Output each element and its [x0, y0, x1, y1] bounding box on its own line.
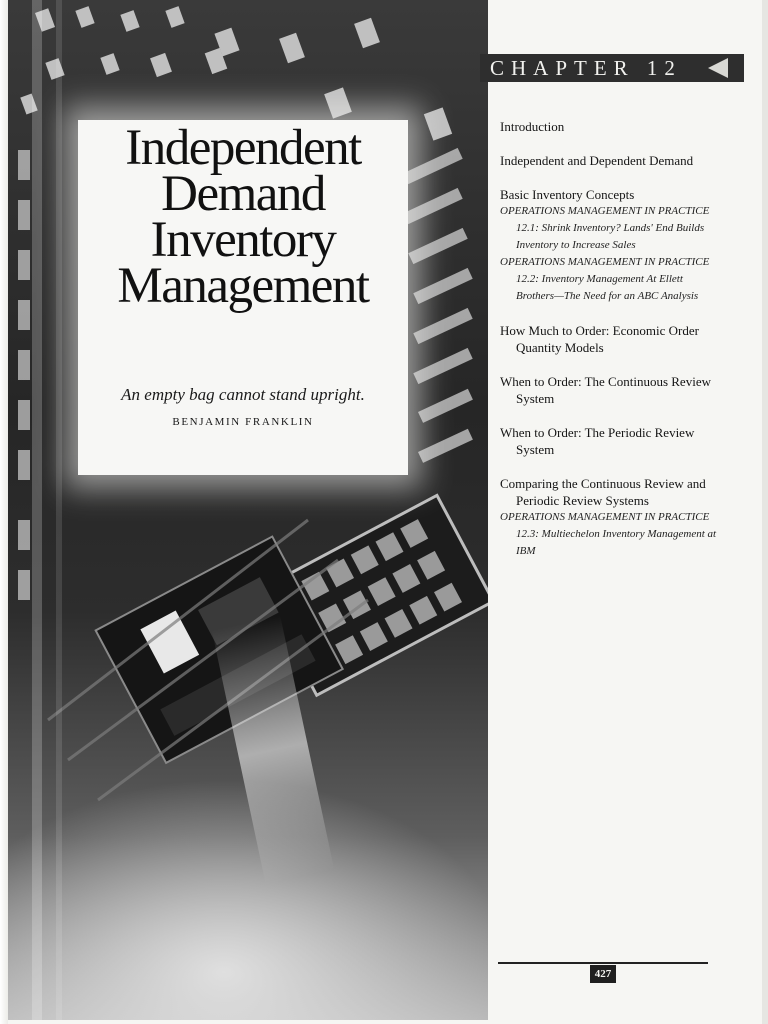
title-line: Inventory — [150, 212, 336, 268]
epigraph-author: BENJAMIN FRANKLIN — [172, 416, 314, 428]
toc-item — [500, 186, 722, 305]
page-number: 427 — [590, 965, 616, 983]
title-line: Demand — [161, 166, 325, 222]
toc-item — [500, 373, 722, 407]
toc-subheading: OPERATIONS MANAGEMENT IN PRACTICE 12.1: Shrink Inventory? Lands' End Builds Inventory to Increase Sales — [500, 205, 710, 251]
toc-heading: Introduction — [500, 119, 565, 134]
folio-rule — [498, 962, 708, 964]
toc-heading: Comparing the Continuous Review and Periodic Review Systems — [500, 476, 706, 508]
toc-item — [500, 322, 722, 356]
title-box — [78, 120, 408, 475]
chapter-title — [78, 120, 408, 314]
toc-subheading: OPERATIONS MANAGEMENT IN PRACTICE 12.2: Inventory Management At Ellett Brothers—The Need for an ABC Analysis — [500, 256, 710, 302]
epigraph-quote: An empty bag cannot stand upright. — [121, 385, 365, 404]
toc-heading: When to Order: The Periodic Review System — [500, 425, 695, 457]
toc-heading: Basic Inventory Concepts — [500, 187, 635, 202]
toc-item — [500, 152, 722, 169]
toc-item — [500, 424, 722, 458]
chapter-label: CHAPTER 12 — [490, 56, 682, 80]
page-edge — [762, 0, 768, 1024]
arrow-left-icon — [700, 54, 744, 82]
page-edge — [0, 0, 8, 1024]
title-line: Independent — [125, 120, 361, 176]
toc-item — [500, 118, 722, 135]
chapter-contents — [500, 118, 722, 577]
toc-heading: When to Order: The Continuous Review System — [500, 374, 711, 406]
toc-item — [500, 475, 722, 560]
toc-subheading: OPERATIONS MANAGEMENT IN PRACTICE 12.3: Multiechelon Inventory Management at IBM — [500, 511, 717, 557]
title-line: Management — [117, 258, 369, 314]
cover-photo — [8, 0, 488, 1020]
toc-heading: Independent and Dependent Demand — [500, 153, 694, 168]
toc-heading: How Much to Order: Economic Order Quantity Models — [500, 323, 699, 355]
